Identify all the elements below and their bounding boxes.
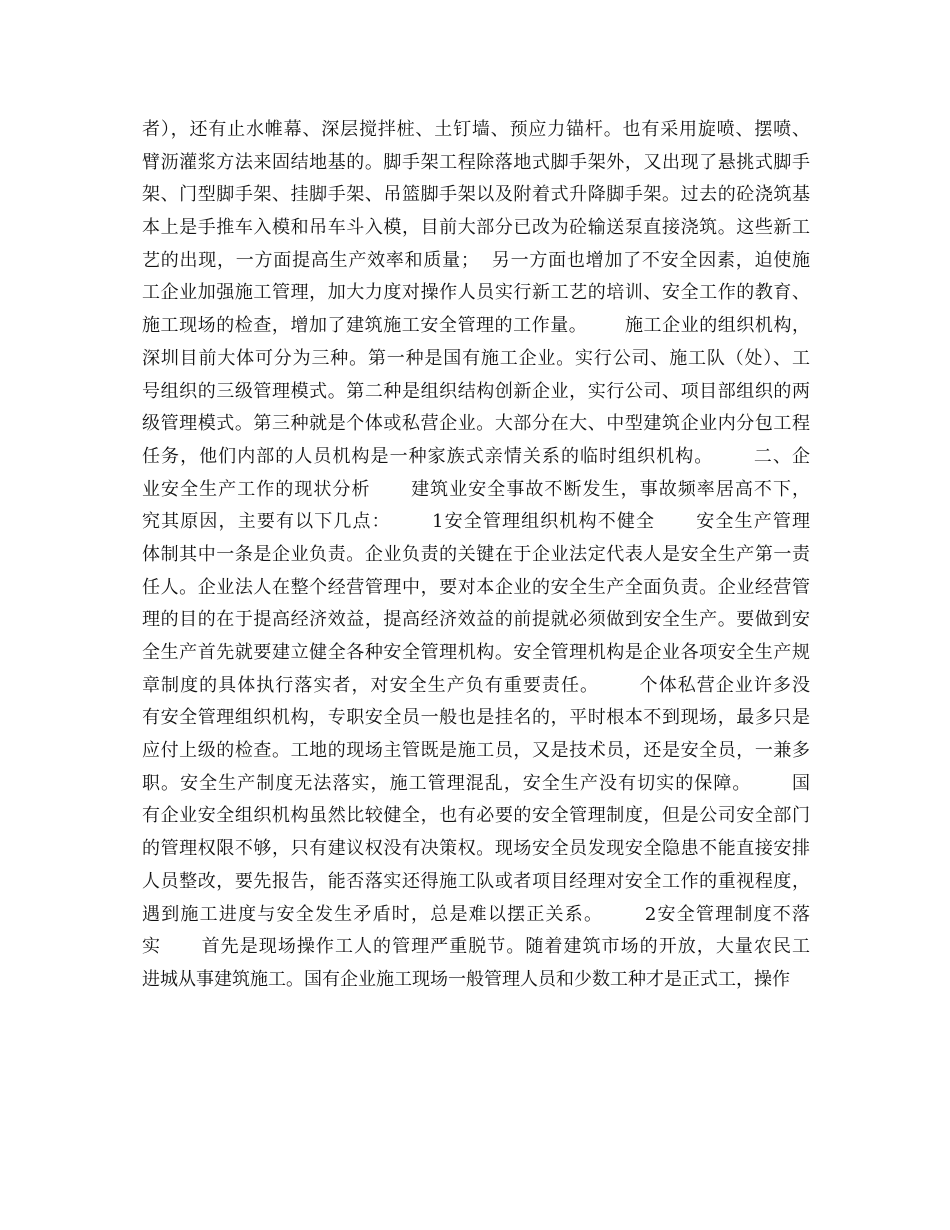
text-line: 号组织的三级管理模式。第二种是组织结构创新企业，实行公司、项目部组织的两 — [142, 380, 810, 402]
text-line: 深圳目前大体可分为三种。第一种是国有施工企业。实行公司、施工队（处）、工 — [142, 347, 810, 369]
text-line: 艺的出现，一方面提高生产效率和质量； 另一方面也增加了不安全因素，迫使施 — [142, 249, 810, 271]
text-line: 职。安全生产制度无法落实，施工管理混乱，安全生产没有切实的保障。 国 — [142, 772, 810, 794]
text-line: 人员整改，要先报告，能否落实还得施工队或者项目经理对安全工作的重视程度， — [142, 870, 810, 892]
text-line: 工企业加强施工管理，加大力度对操作人员实行新工艺的培训、安全工作的教育、 — [142, 282, 810, 304]
text-line: 体制其中一条是企业负责。企业负责的关键在于企业法定代表人是安全生产第一责 — [142, 543, 810, 565]
text-line: 实 首先是现场操作工人的管理严重脱节。随着建筑市场的开放，大量农民工 — [142, 936, 810, 958]
text-line: 应付上级的检查。工地的现场主管既是施工员，又是技术员，还是安全员，一兼多 — [142, 740, 810, 762]
text-line: 理的目的在于提高经济效益，提高经济效益的前提就必须做到安全生产。要做到安 — [142, 609, 810, 631]
text-line: 任务，他们内部的人员机构是一种家族式亲情关系的临时组织机构。 二、企 — [142, 445, 810, 467]
text-line: 有安全管理组织机构，专职安全员一般也是挂名的，平时根本不到现场，最多只是 — [142, 707, 810, 729]
text-line: 有企业安全组织机构虽然比较健全，也有必要的安全管理制度，但是公司安全部门 — [142, 805, 810, 827]
text-line: 者），还有止水帷幕、深层搅拌桩、土钉墙、预应力锚杆。也有采用旋喷、摆喷、 — [142, 119, 810, 140]
text-line: 业安全生产工作的现状分析 建筑业安全事故不断发生，事故频率居高不下， — [142, 478, 810, 500]
text-line: 全生产首先就要建立健全各种安全管理机构。安全管理机构是企业各项安全生产规 — [142, 642, 810, 663]
text-line: 究其原因，主要有以下几点： 1安全管理组织机构不健全 安全生产管理 — [142, 511, 810, 533]
text-line: 任人。企业法人在整个经营管理中，要对本企业的安全生产全面负责。企业经营管 — [142, 576, 810, 598]
text-line: 施工现场的检查，增加了建筑施工安全管理的工作量。 施工企业的组织机构， — [142, 315, 810, 337]
body-text — [142, 114, 810, 997]
text-line: 的管理权限不够，只有建议权没有决策权。现场安全员发现安全隐患不能直接安排 — [142, 838, 810, 860]
text-line: 臂沥灌浆方法来固结地基的。脚手架工程除落地式脚手架外，又出现了悬挑式脚手 — [142, 151, 810, 173]
text-line: 进城从事建筑施工。国有企业施工现场一般管理人员和少数工种才是正式工，操作 — [142, 968, 790, 990]
text-line: 遇到施工进度与安全发生矛盾时，总是难以摆正关系。 2安全管理制度不落 — [142, 903, 810, 925]
text-line: 级管理模式。第三种就是个体或私营企业。大部分在大、中型建筑企业内分包工程 — [142, 413, 810, 435]
text-line: 架、门型脚手架、挂脚手架、吊篮脚手架以及附着式升降脚手架。过去的砼浇筑基 — [142, 184, 810, 206]
text-line: 章制度的具体执行落实者，对安全生产负有重要责任。 个体私营企业许多没 — [142, 674, 810, 696]
text-line: 本上是手推车入模和吊车斗入模，目前大部分已改为砼输送泵直接浇筑。这些新工 — [142, 217, 810, 239]
